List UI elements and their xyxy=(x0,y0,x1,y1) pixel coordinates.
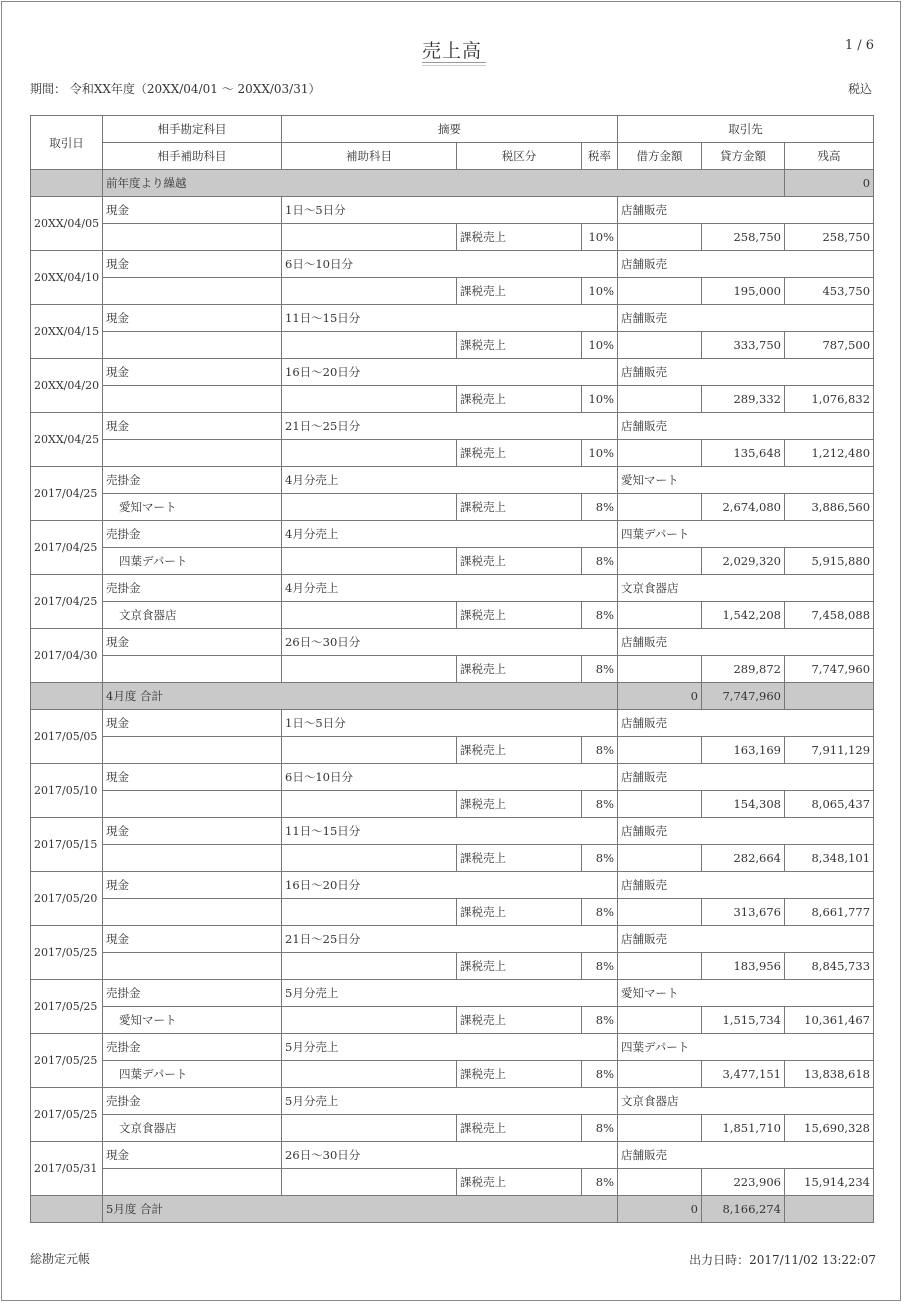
entry-row-top xyxy=(31,1142,874,1169)
entry-debit xyxy=(618,1061,702,1088)
period-label: 期間： 令和XX年度（20XX/04/01 ～ 20XX/03/31） xyxy=(30,82,321,96)
tax-mode-label: 税込 xyxy=(847,82,872,96)
entry-row-top xyxy=(31,872,874,899)
entry-credit: 289,332 xyxy=(702,386,785,413)
entry-balance: 787,500 xyxy=(785,332,874,359)
entry-tax-class: 課税売上 xyxy=(457,548,582,575)
entry-partner: 四葉デパート xyxy=(618,1034,874,1061)
entry-sub-account xyxy=(103,332,282,359)
entry-account: 売掛金 xyxy=(103,521,282,548)
entry-row-top xyxy=(31,1034,874,1061)
entry-row-top xyxy=(31,926,874,953)
entry-sub-item xyxy=(282,548,457,575)
entry-date: 2017/05/25 xyxy=(31,1088,103,1142)
entry-balance: 1,076,832 xyxy=(785,386,874,413)
entry-account: 現金 xyxy=(103,251,282,278)
carry-forward-blank xyxy=(31,170,103,197)
entry-date: 2017/05/25 xyxy=(31,1034,103,1088)
entry-tax-rate: 8% xyxy=(582,548,618,575)
entry-tax-rate: 10% xyxy=(582,278,618,305)
entry-row-bottom xyxy=(31,656,874,683)
page-number: 1 / 6 xyxy=(844,38,874,53)
entry-sub-item xyxy=(282,737,457,764)
entry-credit: 135,648 xyxy=(702,440,785,467)
entry-credit: 282,664 xyxy=(702,845,785,872)
total-debit: 0 xyxy=(618,683,702,710)
entry-tax-class: 課税売上 xyxy=(457,1007,582,1034)
total-blank xyxy=(31,1196,103,1223)
total-label: 4月度 合計 xyxy=(103,683,618,710)
entry-partner: 店舗販売 xyxy=(618,305,874,332)
entry-row-bottom xyxy=(31,548,874,575)
entry-row-bottom xyxy=(31,494,874,521)
entry-credit: 183,956 xyxy=(702,953,785,980)
entry-tax-rate: 8% xyxy=(582,494,618,521)
entry-debit xyxy=(618,737,702,764)
entry-row-bottom xyxy=(31,1007,874,1034)
entry-sub-account: 愛知マート xyxy=(103,494,282,521)
entry-partner: 店舗販売 xyxy=(618,764,874,791)
entry-credit: 3,477,151 xyxy=(702,1061,785,1088)
entry-sub-account xyxy=(103,656,282,683)
entry-summary: 4月分売上 xyxy=(282,575,618,602)
entry-balance: 7,458,088 xyxy=(785,602,874,629)
entry-row-top xyxy=(31,575,874,602)
entry-balance: 7,911,129 xyxy=(785,737,874,764)
entry-balance: 13,838,618 xyxy=(785,1061,874,1088)
entry-sub-account xyxy=(103,791,282,818)
entry-tax-rate: 8% xyxy=(582,791,618,818)
entry-tax-class: 課税売上 xyxy=(457,224,582,251)
entry-partner: 店舗販売 xyxy=(618,1142,874,1169)
header-tax-rate: 税率 xyxy=(582,143,618,170)
entry-row-bottom xyxy=(31,737,874,764)
entry-sub-account xyxy=(103,440,282,467)
entry-date: 2017/05/10 xyxy=(31,764,103,818)
entry-debit xyxy=(618,953,702,980)
entry-credit: 289,872 xyxy=(702,656,785,683)
entry-sub-item xyxy=(282,899,457,926)
entry-sub-account xyxy=(103,737,282,764)
entry-debit xyxy=(618,548,702,575)
total-balance-blank xyxy=(785,683,874,710)
entry-account: 売掛金 xyxy=(103,467,282,494)
entry-row-top xyxy=(31,629,874,656)
entry-tax-class: 課税売上 xyxy=(457,953,582,980)
entry-partner: 店舗販売 xyxy=(618,926,874,953)
entry-account: 現金 xyxy=(103,926,282,953)
entry-partner: 店舗販売 xyxy=(618,197,874,224)
entry-date: 20XX/04/15 xyxy=(31,305,103,359)
entry-date: 2017/04/25 xyxy=(31,467,103,521)
entry-sub-item xyxy=(282,1169,457,1196)
entry-sub-item xyxy=(282,1061,457,1088)
entry-row-bottom xyxy=(31,332,874,359)
entry-date: 2017/05/20 xyxy=(31,872,103,926)
header-partner: 取引先 xyxy=(618,116,874,143)
total-blank xyxy=(31,683,103,710)
entry-row-top xyxy=(31,305,874,332)
entry-sub-account xyxy=(103,953,282,980)
entry-summary: 6日～10日分 xyxy=(282,764,618,791)
entry-date: 2017/05/15 xyxy=(31,818,103,872)
entry-balance: 1,212,480 xyxy=(785,440,874,467)
monthly-total-row xyxy=(31,1196,874,1223)
entry-row-bottom xyxy=(31,1115,874,1142)
entry-balance: 15,690,328 xyxy=(785,1115,874,1142)
entry-balance: 8,065,437 xyxy=(785,791,874,818)
entry-summary: 16日～20日分 xyxy=(282,359,618,386)
entry-tax-class: 課税売上 xyxy=(457,899,582,926)
entry-date: 2017/04/30 xyxy=(31,629,103,683)
entry-credit: 195,000 xyxy=(702,278,785,305)
ledger-body xyxy=(31,170,874,1223)
entry-account: 現金 xyxy=(103,305,282,332)
entry-balance: 5,915,880 xyxy=(785,548,874,575)
entry-row-bottom xyxy=(31,953,874,980)
page-title: 売上高 xyxy=(421,40,482,62)
entry-summary: 11日～15日分 xyxy=(282,305,618,332)
entry-credit: 163,169 xyxy=(702,737,785,764)
entry-sub-account: 愛知マート xyxy=(103,1007,282,1034)
entry-tax-rate: 8% xyxy=(582,1115,618,1142)
entry-row-top xyxy=(31,467,874,494)
entry-sub-item xyxy=(282,494,457,521)
entry-sub-account: 文京食器店 xyxy=(103,1115,282,1142)
entry-partner: 四葉デパート xyxy=(618,521,874,548)
entry-account: 現金 xyxy=(103,359,282,386)
entry-partner: 店舗販売 xyxy=(618,413,874,440)
entry-date: 2017/05/25 xyxy=(31,926,103,980)
entry-tax-class: 課税売上 xyxy=(457,386,582,413)
entry-credit: 1,542,208 xyxy=(702,602,785,629)
entry-summary: 4月分売上 xyxy=(282,521,618,548)
entry-date: 2017/05/31 xyxy=(31,1142,103,1196)
total-credit: 7,747,960 xyxy=(702,683,785,710)
entry-credit: 2,674,080 xyxy=(702,494,785,521)
entry-row-top xyxy=(31,197,874,224)
entry-summary: 5月分売上 xyxy=(282,980,618,1007)
entry-summary: 11日～15日分 xyxy=(282,818,618,845)
entry-sub-account: 四葉デパート xyxy=(103,1061,282,1088)
entry-summary: 26日～30日分 xyxy=(282,1142,618,1169)
entry-tax-rate: 10% xyxy=(582,224,618,251)
entry-debit xyxy=(618,440,702,467)
entry-partner: 店舗販売 xyxy=(618,251,874,278)
entry-tax-class: 課税売上 xyxy=(457,494,582,521)
entry-date: 20XX/04/20 xyxy=(31,359,103,413)
entry-credit: 1,515,734 xyxy=(702,1007,785,1034)
entry-partner: 愛知マート xyxy=(618,980,874,1007)
entry-date: 2017/05/05 xyxy=(31,710,103,764)
entry-summary: 16日～20日分 xyxy=(282,872,618,899)
entry-summary: 21日～25日分 xyxy=(282,926,618,953)
total-balance-blank xyxy=(785,1196,874,1223)
entry-sub-account xyxy=(103,1169,282,1196)
entry-sub-item xyxy=(282,791,457,818)
entry-credit: 313,676 xyxy=(702,899,785,926)
entry-partner: 店舗販売 xyxy=(618,359,874,386)
entry-debit xyxy=(618,845,702,872)
output-datetime: 出力日時：2017/11/02 13:22:07 xyxy=(689,1253,876,1267)
entry-summary: 26日～30日分 xyxy=(282,629,618,656)
ledger-table xyxy=(30,115,874,1223)
entry-row-bottom xyxy=(31,845,874,872)
entry-summary: 6日～10日分 xyxy=(282,251,618,278)
entry-tax-class: 課税売上 xyxy=(457,1169,582,1196)
entry-partner: 店舗販売 xyxy=(618,872,874,899)
entry-tax-class: 課税売上 xyxy=(457,440,582,467)
entry-date: 20XX/04/10 xyxy=(31,251,103,305)
entry-row-top xyxy=(31,1088,874,1115)
entry-credit: 333,750 xyxy=(702,332,785,359)
entry-tax-class: 課税売上 xyxy=(457,1115,582,1142)
header-summary: 摘要 xyxy=(282,116,618,143)
entry-row-top xyxy=(31,521,874,548)
entry-row-bottom xyxy=(31,278,874,305)
entry-partner: 文京食器店 xyxy=(618,575,874,602)
entry-partner: 愛知マート xyxy=(618,467,874,494)
entry-sub-item xyxy=(282,224,457,251)
entry-account: 現金 xyxy=(103,1142,282,1169)
header-row-1 xyxy=(31,116,874,143)
entry-sub-item xyxy=(282,656,457,683)
total-label: 5月度 合計 xyxy=(103,1196,618,1223)
entry-date: 20XX/04/05 xyxy=(31,197,103,251)
entry-tax-rate: 8% xyxy=(582,1169,618,1196)
entry-sub-account xyxy=(103,845,282,872)
entry-account: 売掛金 xyxy=(103,1088,282,1115)
entry-balance: 15,914,234 xyxy=(785,1169,874,1196)
entry-tax-rate: 8% xyxy=(582,953,618,980)
total-debit: 0 xyxy=(618,1196,702,1223)
entry-tax-rate: 8% xyxy=(582,899,618,926)
entry-tax-rate: 10% xyxy=(582,332,618,359)
header-date: 取引日 xyxy=(31,116,103,170)
entry-date: 20XX/04/25 xyxy=(31,413,103,467)
entry-tax-class: 課税売上 xyxy=(457,1061,582,1088)
entry-summary: 1日～5日分 xyxy=(282,710,618,737)
entry-row-bottom xyxy=(31,1169,874,1196)
header-sub-item: 補助科目 xyxy=(282,143,457,170)
entry-sub-account xyxy=(103,278,282,305)
entry-sub-item xyxy=(282,332,457,359)
carry-forward-row xyxy=(31,170,874,197)
entry-row-bottom xyxy=(31,899,874,926)
entry-summary: 4月分売上 xyxy=(282,467,618,494)
entry-sub-item xyxy=(282,1115,457,1142)
entry-debit xyxy=(618,494,702,521)
entry-tax-rate: 10% xyxy=(582,440,618,467)
entry-debit xyxy=(618,332,702,359)
entry-row-top xyxy=(31,251,874,278)
entry-row-bottom xyxy=(31,386,874,413)
entry-sub-item xyxy=(282,1007,457,1034)
entry-account: 現金 xyxy=(103,872,282,899)
entry-row-top xyxy=(31,359,874,386)
entry-sub-account: 四葉デパート xyxy=(103,548,282,575)
entry-debit xyxy=(618,224,702,251)
carry-forward-balance: 0 xyxy=(785,170,874,197)
entry-account: 現金 xyxy=(103,413,282,440)
total-credit: 8,166,274 xyxy=(702,1196,785,1223)
entry-tax-rate: 8% xyxy=(582,845,618,872)
entry-row-bottom xyxy=(31,224,874,251)
header-debit: 借方金額 xyxy=(618,143,702,170)
entry-debit xyxy=(618,899,702,926)
entry-account: 売掛金 xyxy=(103,1034,282,1061)
entry-account: 売掛金 xyxy=(103,980,282,1007)
entry-tax-class: 課税売上 xyxy=(457,278,582,305)
entry-partner: 店舗販売 xyxy=(618,818,874,845)
entry-tax-class: 課税売上 xyxy=(457,791,582,818)
entry-debit xyxy=(618,656,702,683)
entry-credit: 154,308 xyxy=(702,791,785,818)
header-row-2 xyxy=(31,143,874,170)
entry-account: 現金 xyxy=(103,710,282,737)
entry-credit: 258,750 xyxy=(702,224,785,251)
entry-tax-rate: 10% xyxy=(582,386,618,413)
entry-account: 現金 xyxy=(103,197,282,224)
entry-summary: 5月分売上 xyxy=(282,1034,618,1061)
entry-account: 現金 xyxy=(103,629,282,656)
entry-summary: 1日～5日分 xyxy=(282,197,618,224)
entry-sub-item xyxy=(282,845,457,872)
entry-debit xyxy=(618,1115,702,1142)
entry-partner: 文京食器店 xyxy=(618,1088,874,1115)
entry-balance: 453,750 xyxy=(785,278,874,305)
header-tax-class: 税区分 xyxy=(457,143,582,170)
entry-tax-rate: 8% xyxy=(582,602,618,629)
entry-balance: 8,661,777 xyxy=(785,899,874,926)
header-sub-account: 相手補助科目 xyxy=(103,143,282,170)
entry-sub-account: 文京食器店 xyxy=(103,602,282,629)
entry-date: 2017/04/25 xyxy=(31,575,103,629)
entry-tax-rate: 8% xyxy=(582,656,618,683)
ledger-name: 総勘定元帳 xyxy=(30,1252,91,1266)
entry-date: 2017/05/25 xyxy=(31,980,103,1034)
entry-summary: 5月分売上 xyxy=(282,1088,618,1115)
entry-balance: 10,361,467 xyxy=(785,1007,874,1034)
entry-credit: 2,029,320 xyxy=(702,548,785,575)
entry-date: 2017/04/25 xyxy=(31,521,103,575)
entry-row-top xyxy=(31,413,874,440)
entry-row-bottom xyxy=(31,602,874,629)
entry-account: 売掛金 xyxy=(103,575,282,602)
entry-sub-account xyxy=(103,899,282,926)
entry-balance: 258,750 xyxy=(785,224,874,251)
entry-debit xyxy=(618,602,702,629)
title-underline xyxy=(422,62,486,66)
entry-debit xyxy=(618,1169,702,1196)
entry-sub-item xyxy=(282,440,457,467)
header-balance: 残高 xyxy=(785,143,874,170)
entry-summary: 21日～25日分 xyxy=(282,413,618,440)
entry-sub-item xyxy=(282,953,457,980)
entry-row-bottom xyxy=(31,1061,874,1088)
entry-row-top xyxy=(31,764,874,791)
entry-credit: 1,851,710 xyxy=(702,1115,785,1142)
entry-tax-class: 課税売上 xyxy=(457,332,582,359)
entry-sub-item xyxy=(282,278,457,305)
entry-debit xyxy=(618,1007,702,1034)
entry-sub-item xyxy=(282,602,457,629)
entry-balance: 3,886,560 xyxy=(785,494,874,521)
entry-row-top xyxy=(31,710,874,737)
entry-tax-rate: 8% xyxy=(582,737,618,764)
entry-balance: 8,845,733 xyxy=(785,953,874,980)
entry-debit xyxy=(618,278,702,305)
header-credit: 貸方金額 xyxy=(702,143,785,170)
entry-sub-account xyxy=(103,386,282,413)
carry-forward-label: 前年度より繰越 xyxy=(103,170,785,197)
entry-partner: 店舗販売 xyxy=(618,710,874,737)
entry-row-bottom xyxy=(31,440,874,467)
entry-tax-rate: 8% xyxy=(582,1061,618,1088)
monthly-total-row xyxy=(31,683,874,710)
entry-row-bottom xyxy=(31,791,874,818)
entry-balance: 7,747,960 xyxy=(785,656,874,683)
entry-balance: 8,348,101 xyxy=(785,845,874,872)
entry-tax-class: 課税売上 xyxy=(457,845,582,872)
entry-tax-class: 課税売上 xyxy=(457,602,582,629)
entry-row-top xyxy=(31,980,874,1007)
entry-account: 現金 xyxy=(103,818,282,845)
entry-tax-class: 課税売上 xyxy=(457,737,582,764)
entry-sub-item xyxy=(282,386,457,413)
entry-credit: 223,906 xyxy=(702,1169,785,1196)
entry-debit xyxy=(618,386,702,413)
entry-debit xyxy=(618,791,702,818)
header-account: 相手勘定科目 xyxy=(103,116,282,143)
entry-tax-rate: 8% xyxy=(582,1007,618,1034)
entry-partner: 店舗販売 xyxy=(618,629,874,656)
entry-tax-class: 課税売上 xyxy=(457,656,582,683)
entry-row-top xyxy=(31,818,874,845)
entry-account: 現金 xyxy=(103,764,282,791)
entry-sub-account xyxy=(103,224,282,251)
